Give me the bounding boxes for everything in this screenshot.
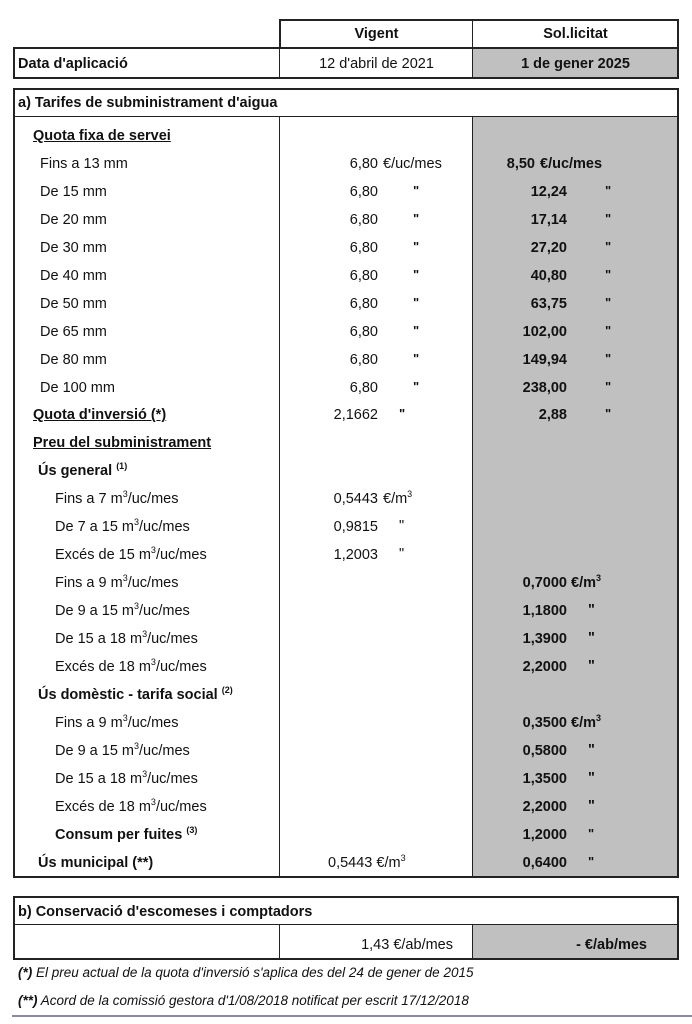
us-general-sol-row-label-sup: 3	[134, 601, 140, 611]
us-general-vigent-row-label-pre: Fins a 7 m	[55, 491, 123, 507]
us-general-vigent-row-label-sup: 3	[122, 489, 128, 499]
us-general-text: Ús general	[38, 463, 113, 479]
consum-fuites-note: (3)	[186, 825, 198, 835]
us-general-sol-row-label	[55, 602, 190, 620]
us-general-sol-row-unit-text: "	[588, 630, 595, 646]
quota-fixa-row-vigent: 6,80	[349, 268, 378, 284]
quota-fixa-row-label: De 20 mm	[40, 212, 107, 228]
footnote-1	[18, 964, 473, 982]
us-general-vigent-row-unit-text: "	[399, 546, 405, 562]
quota-fixa-row-vigent-unit: "	[413, 295, 420, 310]
us-domestic-row-unit-text: €/m	[571, 715, 596, 731]
us-general-sol-row-label-pre: De 9 a 15 m	[55, 603, 134, 619]
us-general-vigent-row-unit	[399, 517, 404, 535]
us-general-sol-row-label	[55, 658, 207, 676]
date-vigent: 12 d'abril de 2021	[319, 56, 434, 72]
us-domestic-row-label	[55, 742, 190, 760]
quota-fixa-row-sol: 27,20	[530, 240, 567, 256]
footnote-1-text: El preu actual de la quota d'inversió s'aplica des del 24 de gener de 2015	[36, 965, 474, 980]
us-domestic-row-label	[55, 714, 178, 732]
quota-fixa-row-vigent: 6,80	[349, 324, 378, 340]
quota-fixa-row-sol-unit: "	[605, 323, 612, 338]
us-general-sol-row-unit	[588, 629, 595, 647]
quota-fixa-row-sol: 40,80	[530, 268, 567, 284]
us-general-sol-row-label-sup: 3	[150, 657, 156, 667]
us-general-sol-row-label	[55, 630, 198, 648]
quota-fixa-row-label: De 100 mm	[40, 380, 115, 396]
preu-title: Preu del subministrament	[33, 435, 212, 451]
quota-fixa-row-vigent-unit: "	[413, 211, 420, 226]
quota-fixa-row-vigent-unit: €/uc/mes	[383, 156, 442, 172]
quota-fixa-row-label: De 65 mm	[40, 324, 107, 340]
us-domestic-row-unit-text: "	[588, 770, 595, 786]
us-general-sol-row-unit	[588, 657, 595, 675]
quota-fixa-row-sol-unit: "	[605, 239, 612, 254]
us-general-sol-row-unit-sup: 3	[596, 573, 602, 583]
us-municipal-vigent-value: 0,5443	[328, 855, 373, 871]
quota-fixa-row-vigent-unit: "	[413, 351, 420, 366]
quota-fixa-row-label: Fins a 13 mm	[40, 156, 128, 172]
quota-fixa-row-sol: 238,00	[522, 380, 567, 396]
us-general-sol-row-label-post: /uc/mes	[139, 603, 190, 619]
bottom-rule	[12, 1015, 692, 1017]
us-general-sol-row-unit-text: "	[588, 602, 595, 618]
quota-fixa-row-sol-unit: "	[605, 379, 612, 394]
us-domestic-row-value: 1,3500	[522, 771, 567, 787]
us-general-sol-row-value: 1,3900	[522, 631, 567, 647]
us-domestic-row-label-pre: Excés de 18 m	[55, 799, 151, 815]
footnote-1-mark: (*)	[18, 965, 33, 980]
quota-fixa-row-vigent-unit: "	[413, 267, 420, 282]
us-domestic-text: Ús domèstic - tarifa social	[38, 687, 218, 703]
us-domestic-row-unit	[588, 741, 595, 759]
us-general-vigent-row-label-post: /uc/mes	[127, 491, 179, 507]
us-domestic-row-label	[55, 770, 198, 788]
us-general-sol-row-label-pre: De 15 a 18 m	[55, 631, 143, 647]
us-general-sol-row-label-sup: 3	[122, 573, 128, 583]
header-row-divider	[279, 47, 679, 48]
us-general-vigent-row-label-sup: 3	[134, 517, 140, 527]
us-general-label	[38, 462, 127, 480]
us-general-sol-row-unit	[571, 574, 601, 592]
quota-fixa-row-label: De 50 mm	[40, 296, 107, 312]
us-domestic-row-unit	[571, 714, 601, 732]
us-municipal-sol: 0,6400	[522, 855, 567, 871]
quota-fixa-row-sol-unit: €/uc/mes	[540, 156, 603, 172]
quota-fixa-row-label: De 30 mm	[40, 240, 107, 256]
us-general-vigent-row-value: 0,5443	[333, 491, 378, 507]
section-a-title-divider	[13, 116, 679, 117]
us-general-vigent-row-unit	[399, 545, 404, 563]
quota-fixa-row-vigent-unit: "	[413, 379, 420, 394]
section-b-sol: - €/ab/mes	[576, 937, 647, 953]
us-domestic-row-label-sup: 3	[142, 769, 148, 779]
us-municipal-vigent-unit: €/m	[376, 855, 401, 871]
col-header-sollicitat: Sol.licitat	[543, 26, 608, 42]
us-domestic-row-label-pre: De 9 a 15 m	[55, 743, 134, 759]
quota-fixa-row-label: De 40 mm	[40, 268, 107, 284]
us-general-sol-row-label	[55, 574, 178, 592]
us-general-vigent-row-unit-text: "	[399, 518, 405, 534]
quota-inversio-vigent: 2,1662	[333, 407, 378, 423]
date-sollicitat: 1 de gener 2025	[521, 56, 630, 72]
footnote-2	[18, 992, 469, 1010]
us-general-vigent-row-label-pre: Excés de 15 m	[55, 547, 151, 563]
consum-fuites-label	[55, 826, 197, 844]
quota-fixa-row-vigent-unit: "	[413, 239, 420, 254]
us-general-sol-row-label-sup: 3	[142, 629, 148, 639]
us-general-vigent-row-value: 0,9815	[333, 519, 378, 535]
us-domestic-row-unit-sup: 3	[596, 713, 602, 723]
us-domestic-row-label-pre: Fins a 9 m	[55, 715, 123, 731]
us-domestic-row-label-sup: 3	[150, 797, 156, 807]
us-general-sol-row-label-post: /uc/mes	[155, 659, 207, 675]
quota-fixa-row-sol-unit: "	[605, 351, 612, 366]
us-domestic-row-label-post: /uc/mes	[147, 771, 198, 787]
us-domestic-row-value: 2,2000	[522, 799, 567, 815]
us-municipal-sol-unit: "	[588, 854, 595, 869]
us-general-vigent-row-label	[55, 546, 207, 564]
us-general-sol-row-value: 1,1800	[522, 603, 567, 619]
us-general-vigent-row-unit-sup: 3	[407, 489, 413, 499]
quota-fixa-row-vigent: 6,80	[349, 184, 378, 200]
quota-inversio-vigent-unit: "	[399, 406, 406, 421]
us-domestic-row-unit-text: "	[588, 742, 595, 758]
quota-fixa-row-vigent: 6,80	[349, 352, 378, 368]
quota-fixa-row-vigent: 6,80	[349, 156, 378, 172]
us-domestic-row-label-pre: De 15 a 18 m	[55, 771, 143, 787]
section-b-title-divider	[13, 924, 679, 925]
us-domestic-row-value: 0,5800	[522, 743, 567, 759]
us-domestic-row-label-post: /uc/mes	[139, 743, 190, 759]
us-general-sol-row-label-post: /uc/mes	[127, 575, 179, 591]
us-domestic-row-label-sup: 3	[122, 713, 128, 723]
quota-fixa-row-vigent-unit: "	[413, 183, 420, 198]
us-general-sol-row-label-post: /uc/mes	[147, 631, 198, 647]
col-header-vigent: Vigent	[354, 26, 399, 42]
us-general-vigent-row-label	[55, 518, 190, 536]
consum-fuites-sol: 1,2000	[522, 827, 567, 843]
footnote-2-text: Acord de la comissió gestora d'1/08/2018 notificat per escrit 17/12/2018	[40, 993, 469, 1008]
quota-fixa-row-vigent: 6,80	[349, 380, 378, 396]
quota-fixa-title: Quota fixa de servei	[33, 128, 171, 144]
quota-fixa-row-label: De 80 mm	[40, 352, 107, 368]
us-municipal-vigent-sup: 3	[400, 853, 406, 863]
us-general-note: (1)	[116, 461, 128, 471]
quota-fixa-row-label: De 15 mm	[40, 184, 107, 200]
us-general-vigent-row-unit-text: €/m	[383, 491, 408, 507]
us-general-vigent-row-label-post: /uc/mes	[155, 547, 207, 563]
quota-fixa-row-sol-unit: "	[605, 183, 612, 198]
us-domestic-note: (2)	[221, 685, 233, 695]
quota-fixa-row-sol: 63,75	[530, 296, 567, 312]
us-general-sol-row-unit	[588, 601, 595, 619]
quota-fixa-row-vigent-unit: "	[413, 323, 420, 338]
us-general-vigent-row-value: 1,2003	[333, 547, 378, 563]
quota-inversio-label: Quota d'inversió (*)	[33, 407, 167, 423]
consum-fuites-sol-unit: "	[588, 826, 595, 841]
us-domestic-row-value: 0,3500	[522, 715, 567, 731]
quota-fixa-row-sol-unit: "	[605, 295, 612, 310]
us-general-vigent-row-label-pre: De 7 a 15 m	[55, 519, 134, 535]
quota-fixa-row-sol-unit: "	[605, 211, 612, 226]
us-general-sol-row-value: 0,7000	[522, 575, 567, 591]
quota-fixa-row-sol: 102,00	[522, 324, 567, 340]
us-general-sol-row-value: 2,2000	[522, 659, 567, 675]
us-general-vigent-row-label	[55, 490, 178, 508]
quota-fixa-row-sol: 17,14	[530, 212, 567, 228]
us-municipal-vigent	[328, 854, 406, 872]
us-domestic-row-label	[55, 798, 207, 816]
us-domestic-row-unit	[588, 797, 595, 815]
us-domestic-row-unit-text: "	[588, 798, 595, 814]
us-general-sol-row-label-pre: Fins a 9 m	[55, 575, 123, 591]
section-a-divider-2	[472, 116, 473, 878]
quota-fixa-row-vigent: 6,80	[349, 296, 378, 312]
us-municipal-label: Ús municipal (**)	[38, 855, 154, 871]
quota-fixa-row-vigent: 6,80	[349, 240, 378, 256]
section-a-title: a) Tarifes de subministrament d'aigua	[18, 95, 278, 111]
us-general-vigent-row-label-post: /uc/mes	[139, 519, 190, 535]
quota-fixa-row-sol: 12,24	[530, 184, 567, 200]
us-domestic-label	[38, 686, 233, 704]
section-b-title: b) Conservació d'escomeses i comptadors	[18, 904, 313, 920]
quota-inversio-sol: 2,88	[538, 407, 567, 423]
quota-fixa-row-sol: 149,94	[522, 352, 567, 368]
us-general-sol-row-unit-text: €/m	[571, 575, 596, 591]
quota-fixa-row-sol: 8,50	[506, 156, 535, 172]
us-domestic-row-label-sup: 3	[134, 741, 140, 751]
section-b-vigent: 1,43 €/ab/mes	[361, 937, 453, 953]
quota-fixa-row-sol-unit: "	[605, 267, 612, 282]
us-general-vigent-row-label-sup: 3	[150, 545, 156, 555]
us-general-vigent-row-unit	[383, 490, 412, 508]
date-label: Data d'aplicació	[18, 56, 128, 72]
consum-fuites-text: Consum per fuites	[55, 827, 183, 843]
footnote-2-mark: (**)	[18, 993, 38, 1008]
us-general-sol-row-label-pre: Excés de 18 m	[55, 659, 151, 675]
us-domestic-row-unit	[588, 769, 595, 787]
quota-inversio-sol-unit: "	[605, 406, 612, 421]
us-domestic-row-label-post: /uc/mes	[155, 799, 207, 815]
quota-fixa-row-vigent: 6,80	[349, 212, 378, 228]
us-general-sol-row-unit-text: "	[588, 658, 595, 674]
us-domestic-row-label-post: /uc/mes	[127, 715, 179, 731]
